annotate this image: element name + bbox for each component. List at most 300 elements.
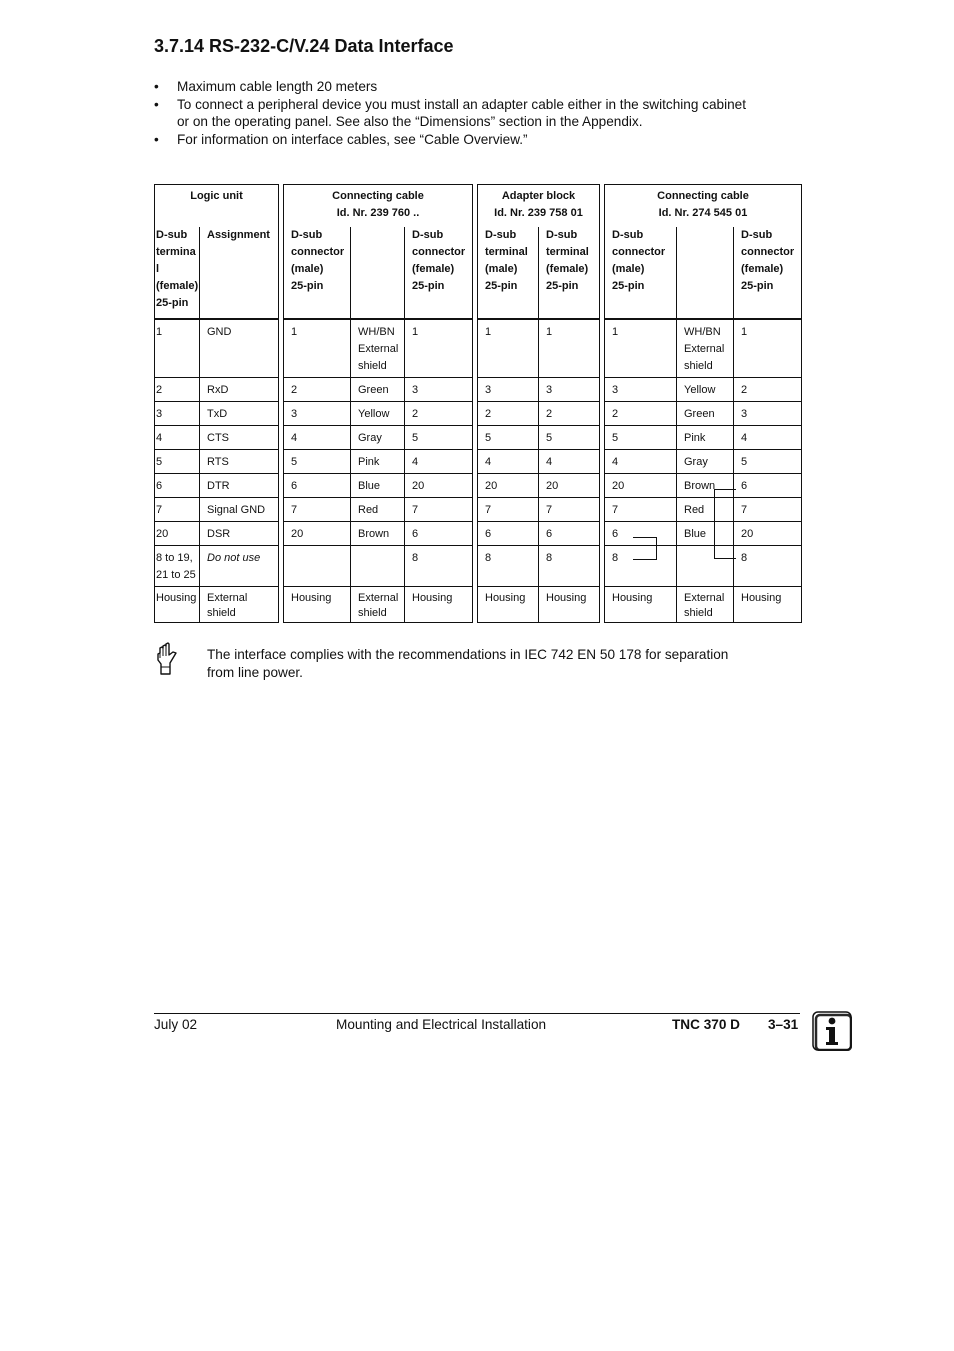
sub-header (200, 227, 279, 319)
table-row (478, 546, 600, 587)
cell-line: Green (358, 384, 389, 396)
cell-line: 8 (741, 552, 748, 564)
table-cell (539, 474, 600, 498)
table-cell (605, 426, 677, 450)
cell-line: 20 (412, 480, 425, 492)
note-line: The interface complies with the recommendations in IEC 742 EN 50 178 for separation (207, 647, 729, 662)
cell-line: Do not use (207, 552, 261, 564)
sub-header-line: (female) (546, 262, 589, 275)
cell-line: Blue (358, 480, 381, 492)
table-cell (155, 522, 200, 546)
table-row (284, 546, 473, 587)
table-row (155, 498, 279, 522)
table-row (478, 426, 600, 450)
cell-line: 5 (156, 456, 163, 468)
sub-header-line: 25-pin (741, 279, 774, 292)
table-row (605, 498, 802, 522)
table-cell (405, 319, 473, 378)
sub-header-line: Assignment (207, 228, 270, 241)
table-cell (351, 587, 405, 623)
cell-line: Housing (612, 592, 653, 604)
cell-line: CTS (207, 432, 229, 444)
cell-line: External (358, 342, 399, 355)
table-cell (155, 319, 200, 378)
sub-header-line: termina (156, 245, 196, 258)
table-cell (605, 319, 677, 378)
cell-line: shield (207, 607, 236, 619)
table-cell (478, 522, 539, 546)
cell-line: Red (684, 504, 705, 516)
table-row (155, 402, 279, 426)
table-cell (284, 587, 351, 623)
table-cell (405, 587, 473, 623)
bullet-text: To connect a peripheral device you must install an adapter cable either in the switching cabinet (177, 97, 747, 112)
sub-header (677, 227, 734, 319)
cell-line: 3 (741, 408, 748, 420)
cell-line: 6 (156, 480, 163, 492)
cell-line: 2 (741, 384, 748, 396)
cell-line: 4 (546, 456, 553, 468)
footer-page-number: 3–31 (768, 1017, 799, 1032)
table-cell (734, 587, 802, 623)
cell-line: 8 (485, 552, 492, 564)
cell-line: 6 (412, 528, 419, 540)
cell-line: shield (358, 359, 387, 372)
cell-line: 6 (546, 528, 553, 540)
cell-line: TxD (207, 408, 228, 420)
footer-rule (154, 1013, 800, 1014)
sub-header (539, 227, 600, 319)
table-cell (605, 498, 677, 522)
table-row (284, 522, 473, 546)
table-row (284, 319, 473, 378)
table-cell (539, 402, 600, 426)
cell-line: 6 (485, 528, 492, 540)
table-cell (155, 378, 200, 402)
table-cell (734, 522, 802, 546)
footer-chapter: Mounting and Electrical Installation (336, 1017, 547, 1032)
cell-line: 20 (156, 528, 169, 540)
cell-line: Brown (684, 480, 716, 492)
table-cell (200, 402, 279, 426)
sub-header-line: 25-pin (485, 279, 518, 292)
group-header-line: Id. Nr. 274 545 01 (658, 207, 748, 219)
group-header (605, 185, 802, 227)
table-row (605, 426, 802, 450)
table-cell (155, 450, 200, 474)
table-cell (351, 319, 405, 378)
cell-line: 7 (741, 504, 748, 516)
table-cell (351, 426, 405, 450)
cell-line: 7 (412, 504, 419, 516)
table-row (155, 378, 279, 402)
table-cell (605, 474, 677, 498)
cell-line: 20 (741, 528, 754, 540)
table-cell (734, 319, 802, 378)
cell-line: WH/BN (684, 325, 721, 338)
table-row (605, 474, 802, 498)
table-cell (734, 498, 802, 522)
sub-header-line: D-sub (291, 228, 323, 241)
table-row (478, 450, 600, 474)
table-row (605, 378, 802, 402)
group-header (155, 185, 279, 227)
cell-line: Gray (684, 456, 708, 468)
bullet-text: or on the operating panel. See also the “Dimensions” section in the Appendix. (177, 114, 643, 129)
cell-line: Signal GND (207, 504, 266, 516)
bullet-marker: • (154, 97, 159, 112)
table-cell (351, 522, 405, 546)
table-cell (405, 522, 473, 546)
sub-header (155, 227, 200, 319)
cell-line: 3 (612, 384, 619, 396)
table-adapter-block (477, 184, 600, 623)
bullet-marker: • (154, 79, 159, 94)
table-row (284, 498, 473, 522)
group-header-line: Id. Nr. 239 758 01 (494, 207, 583, 219)
sub-header-line: D-sub (612, 228, 644, 241)
cell-line: 8 (412, 552, 419, 564)
sub-header-line: D-sub (741, 228, 773, 241)
table-cell (539, 378, 600, 402)
jumper-wire-6-8 (633, 537, 657, 560)
table-row (284, 450, 473, 474)
table-cell (284, 426, 351, 450)
cell-line: Brown (358, 528, 390, 540)
sub-header-line: terminal (485, 245, 528, 258)
table-logic-unit (154, 184, 279, 623)
sub-header-line: D-sub (156, 228, 188, 241)
table-cell (539, 498, 600, 522)
cell-line: DSR (207, 528, 231, 540)
group-header-line: Connecting cable (657, 190, 749, 202)
cell-line: 4 (741, 432, 748, 444)
cell-line: Housing (412, 592, 453, 604)
cell-line: 6 (612, 528, 619, 540)
table-cell (284, 378, 351, 402)
cell-line: 1 (291, 325, 298, 338)
table-row (605, 450, 802, 474)
sub-header (605, 227, 677, 319)
table-cell (405, 546, 473, 587)
table-cell (200, 378, 279, 402)
cell-line: 5 (412, 432, 419, 444)
cell-line: Red (358, 504, 379, 516)
table-cell (284, 450, 351, 474)
info-icon (812, 1011, 852, 1051)
table-row (284, 378, 473, 402)
table-cell (405, 450, 473, 474)
cell-line: Housing (741, 592, 782, 604)
footer-date: July 02 (154, 1017, 198, 1032)
note-line: from line power. (207, 665, 303, 680)
table-row (284, 426, 473, 450)
table-cell (677, 402, 734, 426)
table-cell (478, 474, 539, 498)
table-cell (200, 426, 279, 450)
cell-line: 20 (612, 480, 625, 492)
cell-line: 6 (741, 480, 748, 492)
table-row (478, 378, 600, 402)
table-row (478, 522, 600, 546)
table-row (478, 402, 600, 426)
table-cell (478, 319, 539, 378)
table-cell (405, 402, 473, 426)
cell-line: 3 (412, 384, 419, 396)
cell-line: Housing (291, 592, 332, 604)
cell-line: External (207, 592, 248, 604)
table-cell (605, 450, 677, 474)
table-row (284, 587, 473, 623)
table-cell (478, 402, 539, 426)
cell-line: 3 (291, 408, 298, 420)
table-cell (734, 426, 802, 450)
cell-line: 2 (291, 384, 298, 396)
table-row (478, 498, 600, 522)
bullet-text: Maximum cable length 20 meters (177, 79, 378, 94)
cell-line: 8 (612, 552, 619, 564)
sub-header-line: connector (291, 245, 345, 258)
table-cell (405, 426, 473, 450)
cell-line: 3 (485, 384, 492, 396)
cell-line: 8 (546, 552, 553, 564)
cell-line: 5 (291, 456, 298, 468)
cell-line: shield (358, 607, 387, 619)
cell-line: 1 (485, 325, 492, 338)
cell-line: shield (684, 359, 713, 372)
cell-line: 5 (546, 432, 553, 444)
table-cell (734, 378, 802, 402)
sub-header-line: 25-pin (156, 296, 189, 309)
cell-line: Yellow (358, 408, 390, 420)
table-cell (351, 450, 405, 474)
table-cell (405, 378, 473, 402)
table-cell (478, 498, 539, 522)
sub-header-line: (male) (612, 262, 645, 275)
table-row (155, 474, 279, 498)
cell-line: 1 (156, 325, 163, 338)
group-header-line: Connecting cable (332, 190, 424, 202)
sub-header-line: connector (412, 245, 466, 258)
cell-line: 2 (412, 408, 419, 420)
table-cell (284, 402, 351, 426)
cell-line: 5 (485, 432, 492, 444)
table-cell (200, 498, 279, 522)
footer-model: TNC 370 D (672, 1017, 740, 1032)
sub-header-line: l (156, 262, 160, 275)
table-row (478, 474, 600, 498)
group-header-line: Logic unit (190, 190, 243, 202)
table-cell (539, 450, 600, 474)
cell-line: 3 (546, 384, 553, 396)
table-row (284, 402, 473, 426)
table-cell (734, 546, 802, 587)
table-cell (539, 426, 600, 450)
table-cell (351, 378, 405, 402)
table-cell (284, 474, 351, 498)
sub-header-line: (female) (741, 262, 784, 275)
table-cell (605, 587, 677, 623)
cell-line: External (684, 342, 725, 355)
table-cell (478, 587, 539, 623)
sub-header-line: D-sub (412, 228, 444, 241)
table-cell (734, 450, 802, 474)
table-cell (605, 402, 677, 426)
table-cell (351, 546, 405, 587)
table-cell (284, 522, 351, 546)
table-cell (155, 587, 200, 623)
cell-line: 7 (612, 504, 619, 516)
cell-line: shield (684, 607, 713, 619)
cell-line: 3 (156, 408, 163, 420)
cell-line: 5 (741, 456, 748, 468)
compliance-note (207, 646, 787, 682)
sub-header-line: 25-pin (412, 279, 445, 292)
cell-line: WH/BN (358, 325, 395, 338)
sub-header-line: D-sub (485, 228, 517, 241)
cell-line: 4 (291, 432, 298, 444)
cell-line: Housing (546, 592, 587, 604)
cell-line: 4 (412, 456, 419, 468)
table-cell (351, 402, 405, 426)
cell-line: Blue (684, 528, 707, 540)
sub-header-line: (male) (291, 262, 324, 275)
table-cell (155, 546, 200, 587)
table-row (155, 546, 279, 587)
sub-header-line: 25-pin (612, 279, 645, 292)
page-title: 3.7.14 RS-232-C/V.24 Data Interface (154, 36, 454, 56)
cell-line: Housing (156, 592, 197, 604)
table-cell (734, 474, 802, 498)
bullet-text: For information on interface cables, see “Cable Overview.” (177, 132, 528, 147)
table-cell (200, 319, 279, 378)
table-cell (284, 546, 351, 587)
cell-line: 20 (291, 528, 304, 540)
table-cell (155, 402, 200, 426)
cell-line: 2 (546, 408, 553, 420)
cell-line: 1 (546, 325, 553, 338)
cell-line: RTS (207, 456, 229, 468)
cell-line: 7 (156, 504, 163, 516)
table-row (605, 402, 802, 426)
group-header (284, 185, 473, 227)
table-cell (200, 474, 279, 498)
cell-line: Gray (358, 432, 382, 444)
table-cell (405, 498, 473, 522)
cell-line: Housing (485, 592, 526, 604)
table-cell (478, 450, 539, 474)
cell-line: 4 (156, 432, 163, 444)
table-row (605, 319, 802, 378)
table-cell (677, 450, 734, 474)
cell-line: Yellow (684, 384, 716, 396)
cell-line: Pink (358, 456, 380, 468)
table-row (605, 587, 802, 623)
sub-header-line: (female) (412, 262, 455, 275)
sub-header-line: connector (612, 245, 666, 258)
table-cell (155, 474, 200, 498)
table-cell (284, 498, 351, 522)
cell-line: Pink (684, 432, 706, 444)
cell-line: Green (684, 408, 715, 420)
cell-line: 21 to 25 (156, 569, 196, 581)
sub-header-line: 25-pin (291, 279, 324, 292)
sub-header-line: (male) (485, 262, 518, 275)
cell-line: 2 (156, 384, 163, 396)
table-cell (200, 522, 279, 546)
cell-line: 6 (291, 480, 298, 492)
group-header (478, 185, 600, 227)
table-cell (351, 498, 405, 522)
table-cell (351, 474, 405, 498)
table-connecting-cable-1 (283, 184, 473, 623)
cell-line: 7 (546, 504, 553, 516)
sub-header (478, 227, 539, 319)
table-row (155, 522, 279, 546)
table-row (155, 450, 279, 474)
cell-line: 8 to 19, (156, 552, 193, 564)
cell-line: 5 (612, 432, 619, 444)
table-cell (539, 546, 600, 587)
cell-line: 1 (412, 325, 419, 338)
table-row (478, 319, 600, 378)
cell-line: 2 (612, 408, 619, 420)
bullet-marker: • (154, 132, 159, 147)
table-cell (734, 402, 802, 426)
cell-line: 1 (612, 325, 619, 338)
table-cell (284, 319, 351, 378)
sub-header-line: terminal (546, 245, 589, 258)
group-header-line: Id. Nr. 239 760 .. (336, 207, 420, 219)
cell-line: DTR (207, 480, 230, 492)
table-cell (677, 378, 734, 402)
sub-header-line: (female) (156, 279, 199, 292)
table-cell (539, 522, 600, 546)
table-cell (478, 378, 539, 402)
cell-line: External (358, 592, 399, 604)
cell-line: RxD (207, 384, 229, 396)
jumper-wire-20-6-8 (714, 489, 736, 559)
sub-header-line: 25-pin (546, 279, 579, 292)
table-cell (405, 474, 473, 498)
cell-line: 20 (546, 480, 559, 492)
table-cell (200, 450, 279, 474)
table-row (155, 319, 279, 378)
table-cell (677, 587, 734, 623)
table-cell (155, 426, 200, 450)
table-cell (677, 426, 734, 450)
table-cell (200, 587, 279, 623)
table-cell (605, 378, 677, 402)
table-cell (478, 426, 539, 450)
sub-header-line: D-sub (546, 228, 578, 241)
table-cell (478, 546, 539, 587)
sub-header (734, 227, 802, 319)
sub-header (351, 227, 405, 319)
sub-header-line: connector (741, 245, 795, 258)
table-row (284, 474, 473, 498)
table-cell (155, 498, 200, 522)
sub-header (284, 227, 351, 319)
table-cell (677, 319, 734, 378)
sub-header (405, 227, 473, 319)
table-cell (539, 587, 600, 623)
cell-line: 7 (485, 504, 492, 516)
cell-line: 4 (485, 456, 492, 468)
table-row (155, 426, 279, 450)
table-cell (200, 546, 279, 587)
cell-line: 20 (485, 480, 498, 492)
